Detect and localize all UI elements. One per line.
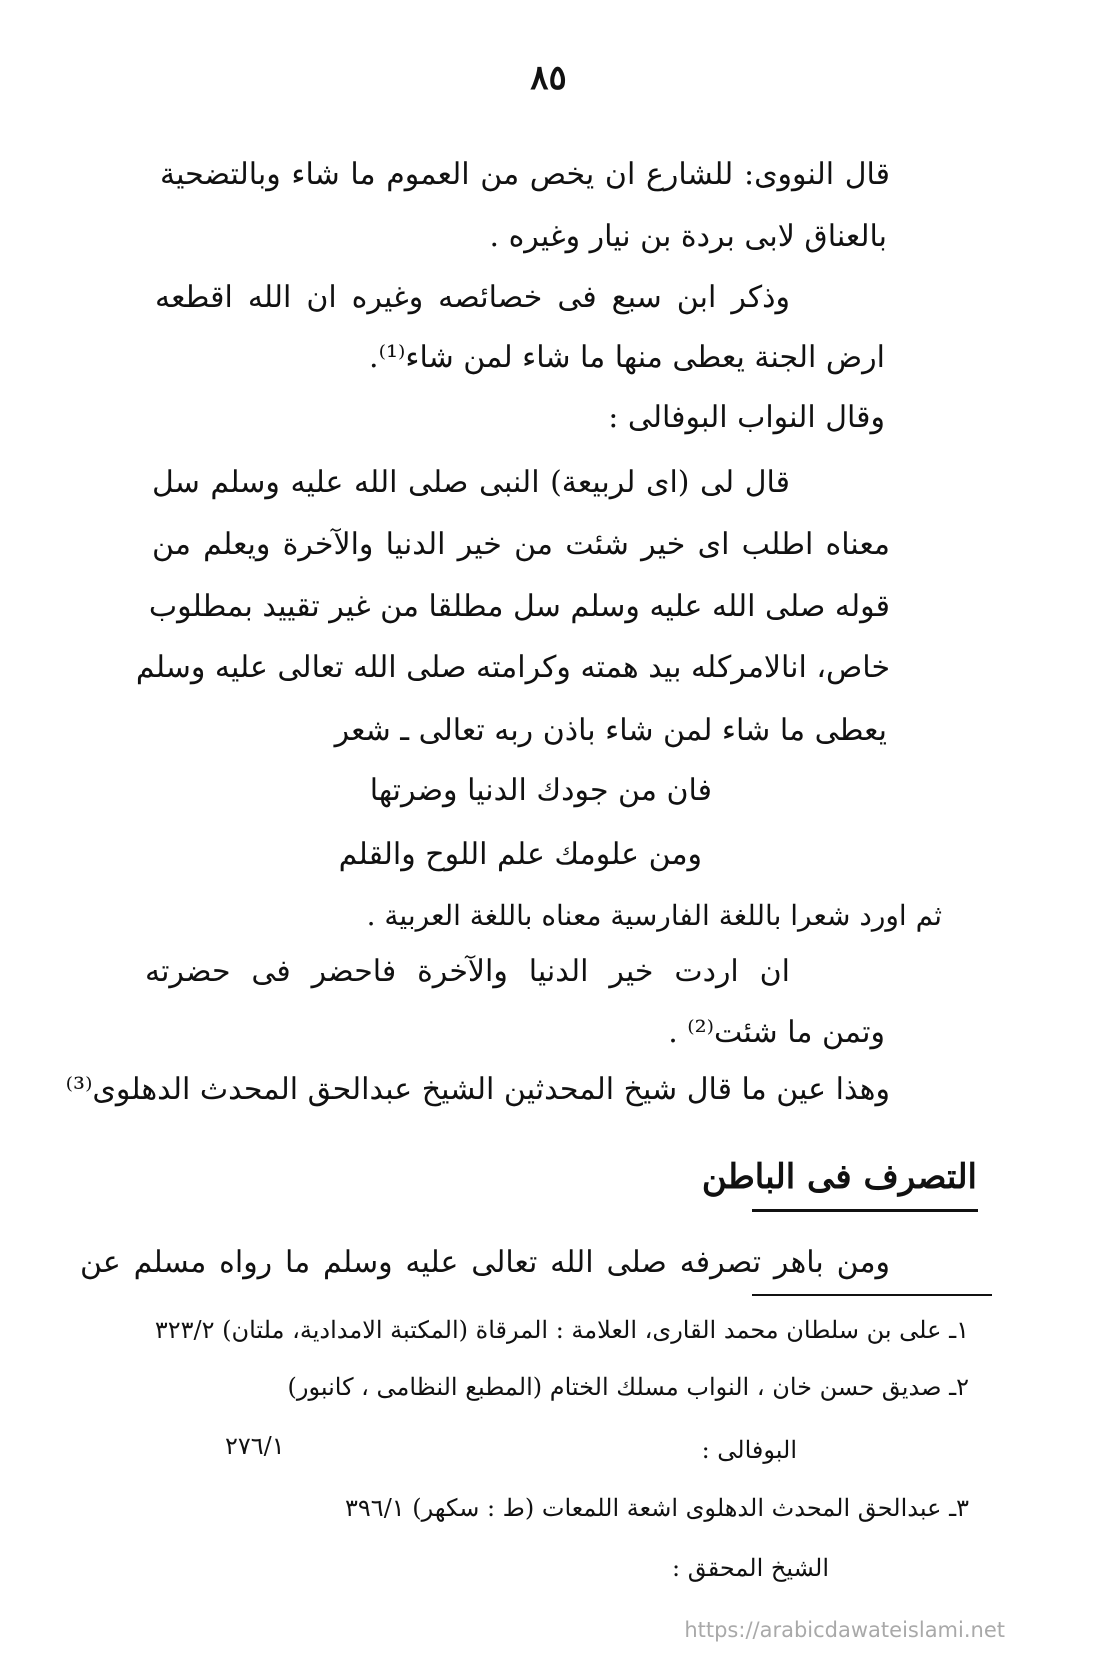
text-line-14: وهذا عين ما قال شيخ المحدثين الشيخ عبدالحق المحدث الدهلوى⁽³⁾ <box>65 1072 890 1107</box>
footnote-2: ٢ـ صديق حسن خان ، النواب مسلك الختام (المطبع النظامى ، كانبور) <box>287 1373 969 1401</box>
footnote-3: ٣ـ عبدالحق المحدث الدهلوى اشعة اللمعات (ط : سكهر) ٣٩٦/١ <box>345 1494 969 1522</box>
page-number: ٨٥ <box>530 58 567 98</box>
text-line-5: وقال النواب البوفالى : <box>608 400 885 435</box>
text-line-8: قوله صلى الله عليه وسلم سل مطلقا من غير تقييد بمطلوب <box>148 589 890 624</box>
text-line-4: ارض الجنة يعطى منها ما شاء لمن شاء⁽¹⁾. <box>369 340 885 375</box>
footnote-2-reference: ٢٧٦/١ <box>225 1432 285 1460</box>
heading-underline <box>752 1209 978 1212</box>
poem-line-2: ومن علومك علم اللوح والقلم <box>338 837 702 872</box>
footnote-separator <box>752 1294 992 1296</box>
footnote-1: ١ـ على بن سلطان محمد القارى، العلامة : المرقاة (المكتبة الامدادية، ملتان) ٣٢٣/٢ <box>154 1316 969 1344</box>
text-line-11: ثم اورد شعرا باللغة الفارسية معناه باللغة العربية . <box>366 899 942 932</box>
footnote-2-author-cont: البوفالى : <box>701 1436 797 1464</box>
text-line-10: يعطى ما شاء لمن شاء باذن ربه تعالى ـ شعر <box>334 713 887 748</box>
poem-line-1: فان من جودك الدنيا وضرتها <box>369 773 712 808</box>
text-line-9: خاص، انالامركله بيد همته وكرامته صلى الله تعالى عليه وسلم <box>135 650 890 685</box>
text-line-1: قال النووى: للشارع ان يخص من العموم ما شاء وبالتضحية <box>160 157 890 192</box>
text-line-15: ومن باهر تصرفه صلى الله تعالى عليه وسلم ما رواه مسلم عن <box>80 1245 890 1280</box>
footnote-3-author-cont: الشيخ المحقق : <box>672 1554 829 1582</box>
text-line-2: بالعناق لابى بردة بن نيار وغيره . <box>489 219 887 254</box>
text-line-7: معناه اطلب اى خير شئت من خير الدنيا والآخرة ويعلم من <box>152 527 890 562</box>
text-line-3: وذكر ابن سبع فى خصائصه وغيره ان الله اقطعه <box>155 280 790 315</box>
section-heading: التصرف فى الباطن <box>701 1157 977 1197</box>
watermark-url: https://arabicdawateislami.net <box>684 1618 1005 1642</box>
text-line-6: قال لى (اى لربيعة) النبى صلى الله عليه وسلم سل <box>152 465 790 500</box>
text-line-13: وتمن ما شئت⁽²⁾ . <box>668 1015 885 1050</box>
text-line-12: ان اردت خير الدنيا والآخرة فاحضر فى حضرته <box>145 954 790 989</box>
